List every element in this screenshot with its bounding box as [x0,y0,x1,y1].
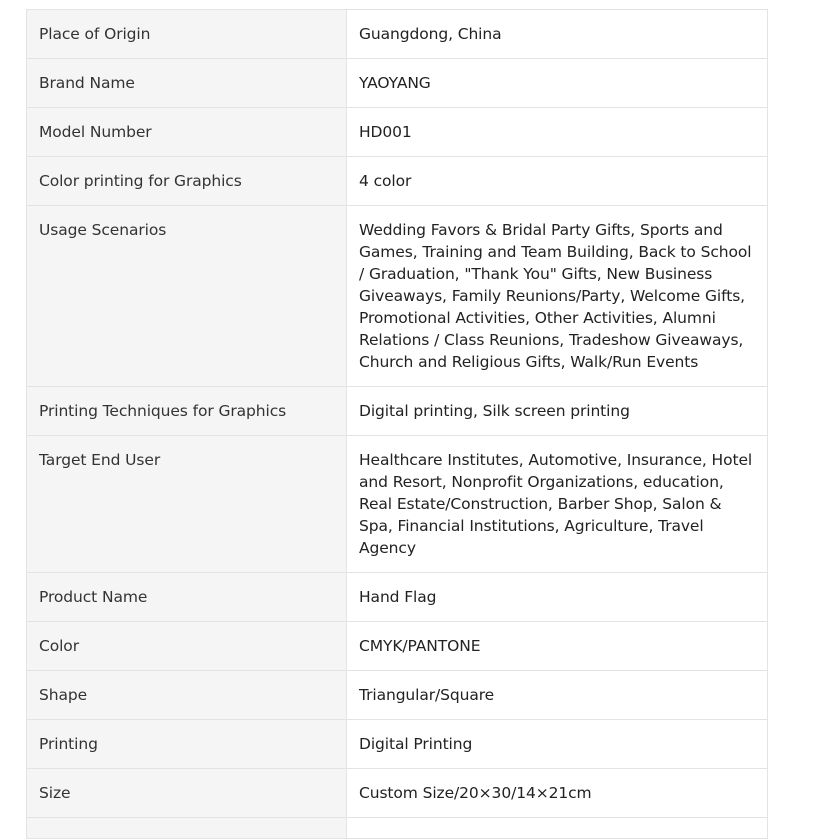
spec-table [26,9,768,839]
spec-label: Size [27,769,347,818]
spec-row-model-number [27,108,768,157]
spec-label: Usage Scenarios [27,206,347,387]
spec-row-shape [27,671,768,720]
spec-label: Printing Techniques for Graphics [27,387,347,436]
spec-label: Color [27,622,347,671]
spec-label [27,818,347,839]
spec-value: Digital printing, Silk screen printing [347,387,768,436]
spec-value: Guangdong, China [347,10,768,59]
spec-label: Color printing for Graphics [27,157,347,206]
spec-row-brand-name [27,59,768,108]
spec-row-cutoff [27,818,768,839]
spec-value: Hand Flag [347,573,768,622]
spec-row-color-printing [27,157,768,206]
spec-label: Place of Origin [27,10,347,59]
spec-value: HD001 [347,108,768,157]
spec-value: 4 color [347,157,768,206]
spec-label: Model Number [27,108,347,157]
spec-row-printing-techniques [27,387,768,436]
spec-row-target-end-user [27,436,768,573]
spec-row-size [27,769,768,818]
spec-value: Custom Size/20×30/14×21cm [347,769,768,818]
spec-value: CMYK/PANTONE [347,622,768,671]
spec-label: Product Name [27,573,347,622]
spec-label: Shape [27,671,347,720]
spec-label: Target End User [27,436,347,573]
spec-value: Triangular/Square [347,671,768,720]
spec-row-place-of-origin [27,10,768,59]
spec-value: Digital Printing [347,720,768,769]
spec-row-usage-scenarios [27,206,768,387]
spec-row-printing [27,720,768,769]
spec-value: Wedding Favors & Bridal Party Gifts, Sports and Games, Training and Team Building, Back to School / Graduation, "Thank You" Gifts, New Business Giveaways, Family Reunions/Party, Welcome Gifts, Promotional Activities, Other Activities, Alumni Relations / Class Reunions, Tradeshow Giveaways, Church and Religious Gifts, Walk/Run Events [347,206,768,387]
spec-label: Printing [27,720,347,769]
spec-row-product-name [27,573,768,622]
spec-value [347,818,768,839]
spec-row-color [27,622,768,671]
spec-label: Brand Name [27,59,347,108]
product-specifications [26,9,767,839]
spec-value: Healthcare Institutes, Automotive, Insurance, Hotel and Resort, Nonprofit Organizations, education, Real Estate/Construction, Barber Shop, Salon & Spa, Financial Institutions, Agriculture, Travel Agency [347,436,768,573]
spec-value: YAOYANG [347,59,768,108]
